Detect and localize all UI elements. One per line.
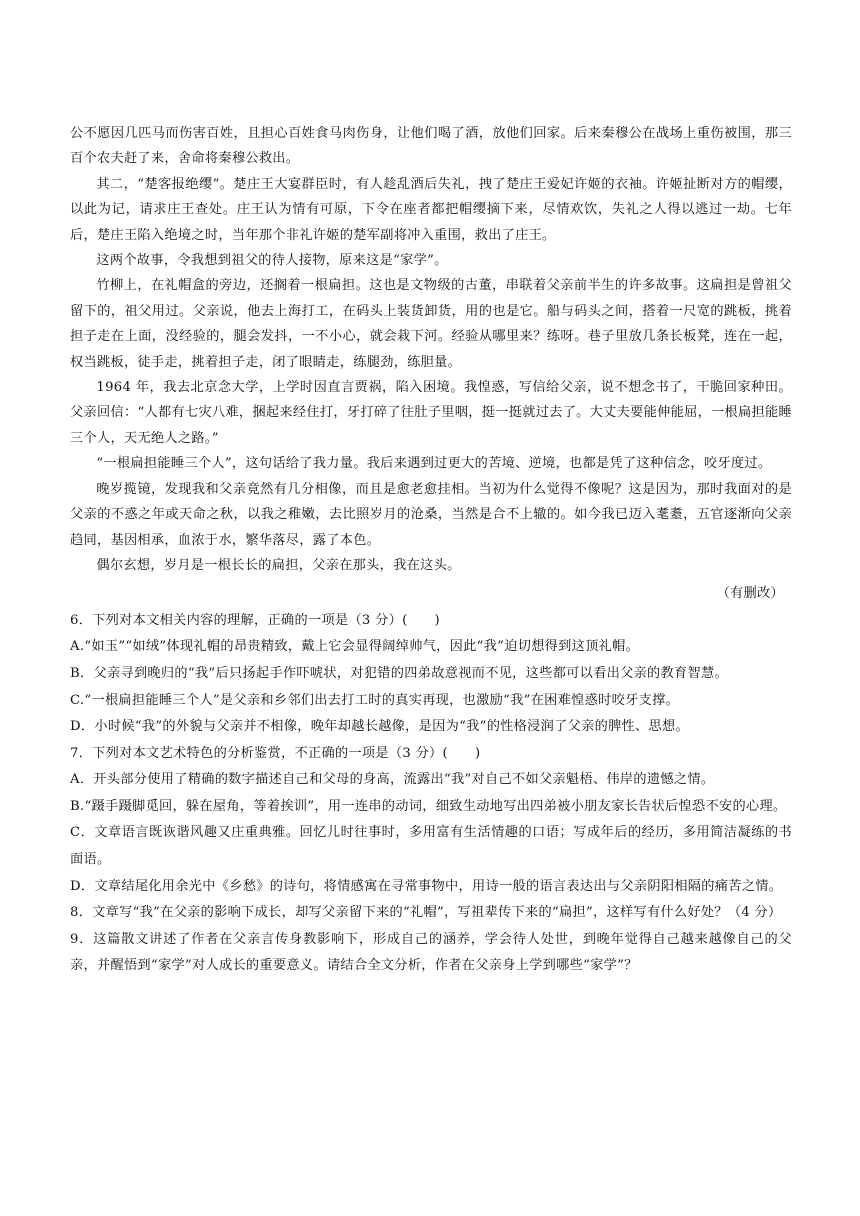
question-stem: 9．这篇散文讲述了作者在父亲言传身教影响下，形成自己的涵养，学会待人处世，到晚年觉得自己越来越像自己的父亲，并醒悟到“家学”对人成长的重要意义。请结合全文分析，作者在父亲身上学到哪些“家学”？ (70, 931, 792, 974)
passage-paragraph: 竹柳上，在礼帽盒的旁边，还搁着一根扁担。这也是文物级的古董，串联着父亲前半生的许多故事。这扁担是曾祖父留下的，祖父用过。父亲说，他去上海打工，在码头上装货卸货，用的也是它。船与码头之间，搭着一尺宽的跳板，挑着担子走在上面，没经验的，腿会发抖，一不小心，就会栽下河。经验从哪里来？练呀。巷子里放几条长板凳，连在一起，权当跳板，徒手走，挑着担子走，闭了眼睛走，练腿劲，练胆量。 (70, 278, 792, 370)
questions-section (70, 608, 792, 980)
answer-option: C．文章语言既诙谐风趣又庄重典雅。回忆儿时往事时，多用富有生活情趣的口语；写成年后的经历，多用简洁凝练的书面语。 (70, 825, 792, 868)
document-page (70, 121, 792, 980)
passage-paragraph: 晚岁揽镜，发现我和父亲竟然有几分相像，而且是愈老愈挂相。当初为什么觉得不像呢？这是因为，那时我面对的是父亲的不惑之年或天命之秋，以我之稚嫩，去比照岁月的沧桑，当然是合不上辙的。如今我已迈入耄耋，五官逐渐向父亲趋同，基因相承，血浓于水，繁华落尽，露了本色。 (70, 481, 792, 548)
passage-paragraph: 这两个故事，令我想到祖父的待人接物，原来这是“家学”。 (96, 253, 448, 269)
answer-option: A.“如玉”“如绒”体现礼帽的昂贵精致，戴上它会显得阔绰帅气，因此“我”迫切想得到这顶礼帽。 (70, 639, 640, 655)
passage-paragraph: 1964 年，我去北京念大学，上学时因直言贾祸，陷入困境。我惶惑，写信给父亲，说不想念书了，干脆回家种田。父亲回信：“人都有七灾八难，捆起来经住打，牙打碎了往肚子里咽，挺一挺就过去了。大丈夫要能伸能屈，一根扁担能睡三个人，天无绝人之路。” (70, 380, 792, 446)
question-stem: 7．下列对本文艺术特色的分析鉴赏，不正确的一项是（3 分）( ) (70, 745, 481, 761)
source-credit: （有删改） (716, 586, 784, 602)
answer-option: B.“蹑手蹑脚觅回，躲在屋角，等着挨训”，用一连串的动词，细致生动地写出四弟被小朋友家长告状后惶恐不安的心理。 (70, 798, 787, 814)
passage-paragraph: 其二，“楚客报绝缨”。楚庄王大宴群臣时，有人趁乱酒后失礼，拽了楚庄王爱妃许姬的衣袖。许姬扯断对方的帽缨，以此为记，请求庄王查处。庄王认为情有可原，下令在座者都把帽缨摘下来，尽情欢饮，失礼之人得以逃过一劫。七年后，楚庄王陷入绝境之时，当年那个非礼许姬的楚军副将冲入重围，救出了庄王。 (70, 176, 792, 243)
question-stem: 8．文章写“我”在父亲的影响下成长，却写父亲留下来的“礼帽”，写祖辈传下来的“扁担”，这样写有什么好处？（4 分） (70, 905, 782, 921)
passage-paragraph: “一根扁担能睡三个人”，这句话给了我力量。我后来遇到过更大的苦境、逆境，也都是凭了这种信念，咬牙度过。 (96, 456, 772, 472)
answer-option: A．开头部分使用了精确的数字描述自己和父母的身高，流露出“我”对自己不如父亲魁梧、伟岸的遗憾之情。 (70, 772, 715, 788)
answer-option: B．父亲寻到晚归的“我”后只扬起手作吓唬状，对犯错的四弟故意视而不见，这些都可以看出父亲的教育智慧。 (70, 665, 728, 681)
question-stem: 6．下列对本文相关内容的理解，正确的一项是（3 分）( ) (70, 612, 440, 628)
answer-option: D．文章结尾化用余光中《乡愁》的诗句，将情感寓在寻常事物中，用诗一般的语言表达出与父亲阴阳相隔的痛苦之情。 (70, 878, 783, 894)
answer-option: C.“一根扁担能睡三个人”是父亲和乡邻们出去打工时的真实再现，也激励“我”在困难惶惑时咬牙支撑。 (70, 692, 680, 708)
passage (70, 121, 792, 578)
answer-option: D．小时候“我”的外貌与父亲并不相像，晚年却越长越像，是因为“我”的性格浸润了父亲的脾性、思想。 (70, 719, 689, 735)
passage-paragraph: 公不愿因几匹马而伤害百姓，且担心百姓食马肉伤身，让他们喝了酒，放他们回家。后来秦穆公在战场上重伤被围，那三百个农夫赶了来，舍命将秦穆公救出。 (70, 126, 792, 167)
passage-paragraph: 偶尔玄想，岁月是一根长长的扁担，父亲在那头，我在这头。 (96, 557, 461, 573)
